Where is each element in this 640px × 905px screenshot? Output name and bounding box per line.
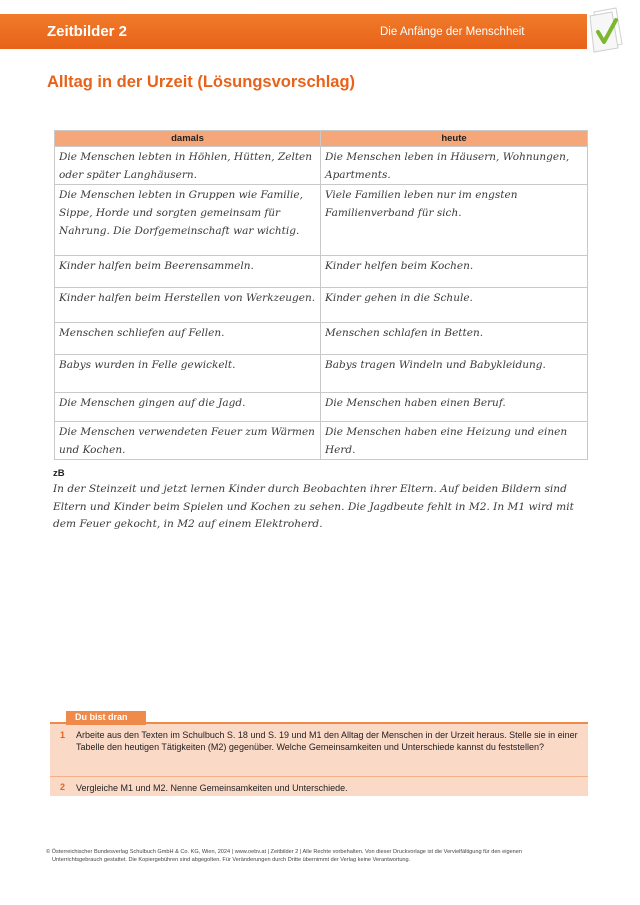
table-cell: Menschen schlafen in Betten. — [321, 323, 588, 355]
footer-copyright — [46, 848, 596, 864]
table-cell: Kinder gehen in die Schule. — [321, 288, 588, 323]
task-tab-label: Du bist dran — [66, 711, 146, 725]
chapter-title: Die Anfänge der Menschheit — [380, 26, 525, 38]
task-text: Arbeite aus den Texten im Schulbuch S. 18 und S. 19 und M1 den Alltag der Menschen in der Urzeit heraus. Stelle sie in einer Tabelle den heutigen Tätigkeiten (M2) gegenüber. Welche Gemeinsamkeiten und Unterschiede kannst du feststellen? — [76, 730, 578, 752]
header-bar — [0, 14, 587, 49]
table-row — [55, 147, 588, 185]
table-row — [55, 323, 588, 355]
table-cell: Die Menschen haben eine Heizung und einen Herd. — [321, 422, 588, 460]
task-number: 2 — [60, 782, 66, 792]
table-row — [55, 288, 588, 323]
table-row — [55, 355, 588, 393]
footer-line: © Österreichischer Bundesverlag Schulbuch GmbH & Co. KG, Wien, 2024 | www.oebv.at | Zeitbilder 2 | Alle Rechte vorbehalten. Von dieser Druckvorlage ist die Vervielfältigung für den eigenen — [46, 849, 523, 855]
table-cell: Die Menschen lebten in Gruppen wie Familie, Sippe, Horde und sorgten gemeinsam für Nahrung. Die Dorfgemeinschaft war wichtig. — [55, 185, 321, 256]
table-cell: Die Menschen verwendeten Feuer zum Wärmen und Kochen. — [55, 422, 321, 460]
example-answer-text: In der Steinzeit und jetzt lernen Kinder durch Beobachten ihrer Eltern. Auf beiden Bildern sind Eltern und Kinder beim Spielen und Kochen zu sehen. Die Jagdbeute fehlt in M2. In M1 wird mit dem Feuer gekocht, in M2 auf einem Elektroherd. — [53, 483, 574, 530]
table-row — [55, 422, 588, 460]
table-row — [55, 185, 588, 256]
table-cell: Kinder halfen beim Herstellen von Werkzeugen. — [55, 288, 321, 323]
book-title: Zeitbilder 2 — [47, 23, 128, 40]
page-title: Alltag in der Urzeit (Lösungsvorschlag) — [47, 73, 356, 91]
table-cell: Kinder halfen beim Beerensammeln. — [55, 256, 321, 288]
table-header-row — [55, 131, 588, 147]
table-row — [55, 256, 588, 288]
table-row — [55, 393, 588, 422]
task-number: 1 — [60, 730, 66, 740]
table-cell: Babys tragen Windeln und Babykleidung. — [321, 355, 588, 393]
comparison-table — [54, 130, 588, 460]
example-label: zB — [53, 468, 65, 479]
table-cell: Die Menschen gingen auf die Jagd. — [55, 393, 321, 422]
table-cell: Viele Familien leben nur im engsten Familienverband für sich. — [321, 185, 588, 256]
footer-line: Unterrichtsgebrauch gestattet. Die Kopiergebühren sind abgegolten. Für Veränderungen durch Dritte übernimmt der Verlag keine Verantwortung. — [52, 857, 411, 863]
column-header-damals: damals — [55, 131, 321, 147]
table-cell: Kinder helfen beim Kochen. — [321, 256, 588, 288]
task-text: Vergleiche M1 und M2. Nenne Gemeinsamkeiten und Unterschiede. — [76, 783, 348, 793]
table-cell: Die Menschen lebten in Höhlen, Hütten, Zelten oder später Langhäusern. — [55, 147, 321, 185]
table-cell: Die Menschen leben in Häusern, Wohnungen, Apartments. — [321, 147, 588, 185]
table-cell: Menschen schliefen auf Fellen. — [55, 323, 321, 355]
column-header-heute: heute — [321, 131, 588, 147]
table-cell: Babys wurden in Felle gewickelt. — [55, 355, 321, 393]
check-paper-logo-icon — [586, 6, 626, 54]
task-divider — [50, 776, 588, 777]
table-cell: Die Menschen haben einen Beruf. — [321, 393, 588, 422]
